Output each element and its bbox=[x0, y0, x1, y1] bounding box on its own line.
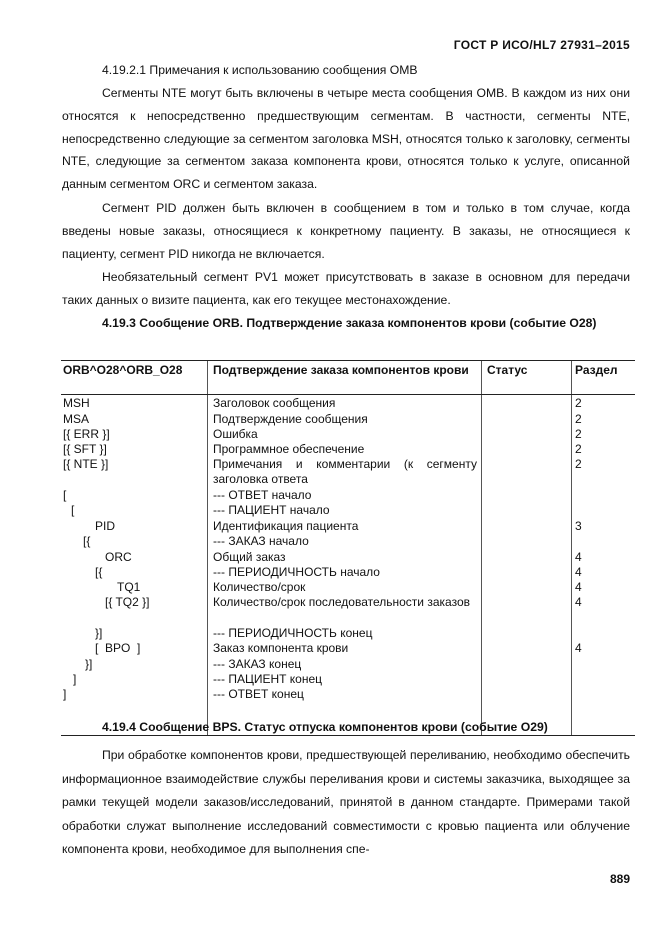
segment-cell: ] bbox=[63, 687, 67, 701]
header-status: Статус bbox=[487, 363, 528, 377]
document-code: ГОСТ Р ИСО/HL7 27931–2015 bbox=[453, 38, 630, 52]
paragraph-pid-segment: Сегмент PID должен быть включен в сообщением в том и только в том случае, когда введены новые заказы, относящиеся к конкретному пациенту. В заказы, не относящиеся к пациенту, сегмент PID никогда не включается. bbox=[62, 201, 630, 261]
segment-cell: }] bbox=[95, 626, 103, 640]
header-description: Подтверждение заказа компонентов крови bbox=[213, 363, 469, 377]
paragraph-bps: При обработке компонентов крови, предшествующей переливанию, необходимо обеспечить информационное взаимодействие службы переливания крови и системы заказчика, выходящее за рамки текущей модели заказов/исследований, принятой в данном стандарте. Примерами такой обработки служат выполнение исследований совместимости с кровью пациента или облучение компонента крови, необходимое для выполнения спе- bbox=[62, 748, 630, 857]
segment-cell: [{ ERR }] bbox=[63, 427, 110, 441]
chapter-cell: 2 bbox=[575, 396, 582, 410]
subsection-title: 4.19.2.1 Примечания к использованию сообщения ОМВ bbox=[102, 63, 418, 77]
section-title-bps: 4.19.4 Сообщение BPS. Статус отпуска компонентов крови (событие O29) bbox=[102, 720, 548, 734]
description-cell: --- ПЕРИОДИЧНОСТЬ начало bbox=[213, 565, 380, 579]
page-number: 889 bbox=[609, 872, 630, 886]
description-cell: Общий заказ bbox=[213, 550, 286, 564]
segment-cell: TQ1 bbox=[117, 580, 141, 594]
header-message-type: ORB^O28^ORB_O28 bbox=[63, 363, 183, 377]
segment-cell: [ bbox=[63, 488, 67, 502]
paragraph-pv1-segment: Необязательный сегмент PV1 может присутствовать в заказе в основном для передачи таких данных о визите пациента, как его текущее местонахождение. bbox=[62, 270, 630, 307]
segment-cell: [{ NTE }] bbox=[63, 457, 109, 471]
description-cell: --- ОТВЕТ конец bbox=[213, 687, 304, 701]
paragraph-nte-segments: Сегменты NTE могут быть включены в четыре места сообщения ОМВ. В каждом из них они относятся к непосредственно предшествующим сегментам. В частности, сегменты NTE, непосредственно следующие за сегментом заголовка MSH, относятся только к заголовку, сегменты NTE, следующие за сегментом заказа компонента крови, относятся только к услуге, описанной данным сегментом ORC и сегментом заказа. bbox=[62, 86, 630, 192]
segment-cell: [{ TQ2 }] bbox=[105, 595, 150, 609]
description-cell: --- ПАЦИЕНТ конец bbox=[213, 672, 323, 686]
description-cell: Ошибка bbox=[213, 427, 258, 441]
description-cell: Заголовок сообщения bbox=[213, 396, 336, 410]
segment-cell: PID bbox=[95, 519, 116, 533]
chapter-cell: 4 bbox=[575, 565, 582, 579]
description-cell: Заказ компонента крови bbox=[213, 641, 349, 655]
chapter-cell: 4 bbox=[575, 641, 582, 655]
description-cell: Идентификация пациента bbox=[213, 519, 359, 533]
header-chapter: Раздел bbox=[575, 363, 618, 377]
description-cell: Подтверждение сообщения bbox=[213, 412, 368, 426]
description-cell: Программное обеспечение bbox=[213, 442, 365, 456]
segment-cell: [{ bbox=[95, 565, 103, 579]
chapter-cell: 2 bbox=[575, 412, 582, 426]
segment-cell: ORC bbox=[105, 550, 132, 564]
chapter-cell: 4 bbox=[575, 595, 582, 609]
chapter-cell: 4 bbox=[575, 550, 582, 564]
description-cell: Количество/срок последовательности заказов bbox=[213, 595, 470, 609]
segment-cell: [{ bbox=[83, 534, 91, 548]
description-cell: --- ПЕРИОДИЧНОСТЬ конец bbox=[213, 626, 373, 640]
chapter-cell: 3 bbox=[575, 519, 582, 533]
segment-cell: [{ SFT }] bbox=[63, 442, 107, 456]
description-cell: Примечания и комментарии (к сегменту заголовка ответа bbox=[213, 457, 477, 487]
segment-cell: }] bbox=[85, 657, 93, 671]
segment-cell: MSA bbox=[63, 412, 90, 426]
description-cell: --- ПАЦИЕНТ начало bbox=[213, 503, 330, 517]
chapter-cell: 2 bbox=[575, 442, 582, 456]
description-cell: Количество/срок bbox=[213, 580, 306, 594]
segment-cell: [ BPO ] bbox=[95, 641, 141, 655]
table-header bbox=[61, 360, 635, 395]
segment-cell: ] bbox=[73, 672, 77, 686]
segment-cell: MSH bbox=[63, 396, 90, 410]
section-title-orb: 4.19.3 Сообщение ORB. Подтверждение заказа компонентов крови (событие O28) bbox=[102, 316, 597, 330]
chapter-cell: 2 bbox=[575, 457, 582, 471]
segment-cell: [ bbox=[71, 503, 75, 517]
description-cell: --- ОТВЕТ начало bbox=[213, 488, 312, 502]
chapter-cell: 2 bbox=[575, 427, 582, 441]
message-structure-table bbox=[61, 360, 635, 736]
chapter-cell: 4 bbox=[575, 580, 582, 594]
description-cell: --- ЗАКАЗ конец bbox=[213, 657, 302, 671]
description-cell: --- ЗАКАЗ начало bbox=[213, 534, 309, 548]
table-body bbox=[61, 395, 635, 736]
